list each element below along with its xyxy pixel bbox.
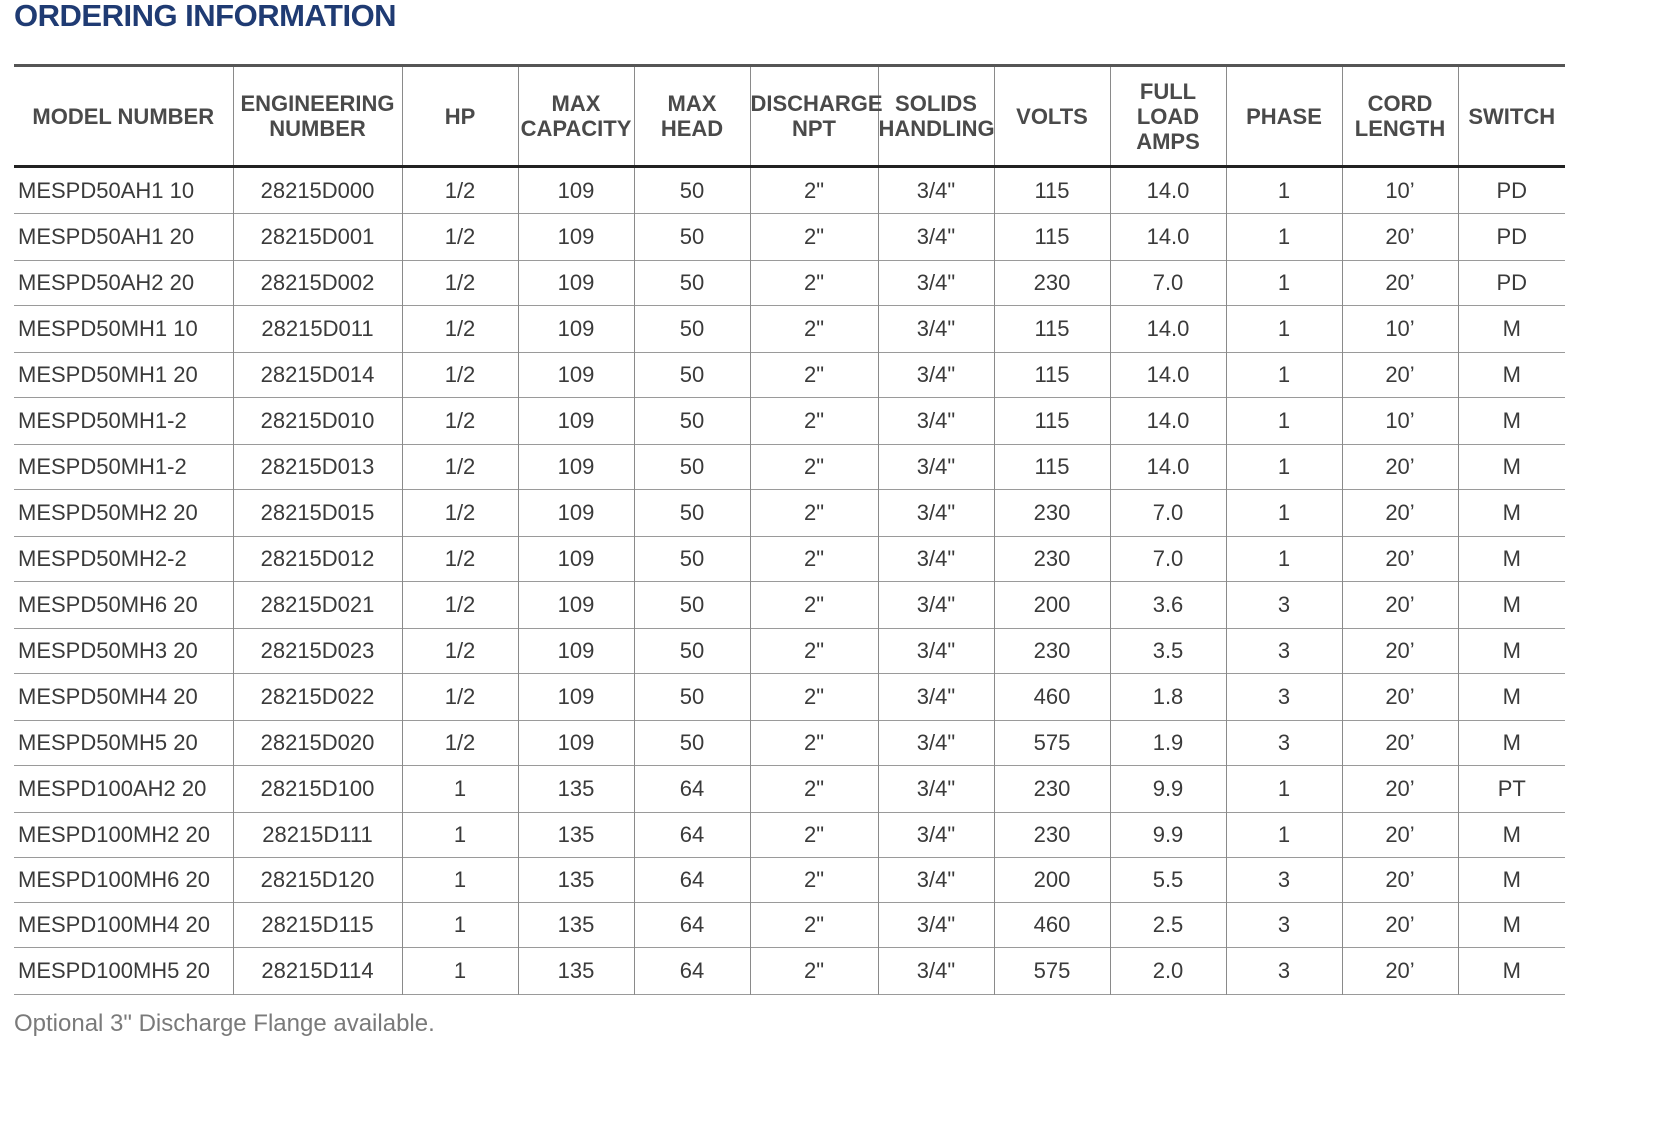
volts-cell: 115 bbox=[994, 353, 1110, 398]
max-head-cell: 64 bbox=[634, 903, 750, 948]
max-head-cell: 50 bbox=[634, 629, 750, 674]
model-number-cell: MESPD50MH2-2 bbox=[18, 546, 187, 571]
switch-cell: PD bbox=[1458, 261, 1565, 306]
engineering-number-cell: 28215D000 bbox=[233, 167, 402, 214]
hp-cell: 1/2 bbox=[402, 721, 518, 766]
phase-cell: 3 bbox=[1226, 948, 1342, 995]
discharge-npt-cell: 2" bbox=[750, 537, 878, 582]
volts-cell: 575 bbox=[994, 721, 1110, 766]
column-header-switch: SWITCH bbox=[1458, 66, 1565, 167]
phase-cell: 1 bbox=[1226, 214, 1342, 261]
model-number-cell: MESPD50MH1 20 bbox=[18, 362, 198, 387]
model-number-cell: MESPD50MH1 10 bbox=[18, 316, 198, 341]
volts-cell: 115 bbox=[994, 214, 1110, 261]
discharge-npt-cell: 2" bbox=[750, 445, 878, 490]
switch-cell: M bbox=[1458, 582, 1565, 629]
max-capacity-cell: 109 bbox=[518, 490, 634, 537]
column-header-phase: PHASE bbox=[1226, 66, 1342, 167]
phase-cell: 1 bbox=[1226, 813, 1342, 858]
hp-cell: 1 bbox=[402, 948, 518, 995]
switch-cell: M bbox=[1458, 398, 1565, 445]
discharge-npt-cell: 2" bbox=[750, 398, 878, 445]
hp-cell: 1 bbox=[402, 813, 518, 858]
volts-cell: 230 bbox=[994, 261, 1110, 306]
max-capacity-cell: 109 bbox=[518, 582, 634, 629]
hp-cell: 1/2 bbox=[402, 398, 518, 445]
engineering-number-cell: 28215D002 bbox=[233, 261, 402, 306]
hp-cell: 1 bbox=[402, 903, 518, 948]
hp-cell: 1 bbox=[402, 766, 518, 813]
solids-handling-cell: 3/4" bbox=[878, 948, 994, 995]
max-head-cell: 50 bbox=[634, 721, 750, 766]
table-row bbox=[14, 582, 1565, 629]
max-capacity-cell: 109 bbox=[518, 214, 634, 261]
switch-cell: PT bbox=[1458, 766, 1565, 813]
max-capacity-cell: 109 bbox=[518, 261, 634, 306]
discharge-npt-cell: 2" bbox=[750, 948, 878, 995]
volts-cell: 230 bbox=[994, 537, 1110, 582]
phase-cell: 1 bbox=[1226, 353, 1342, 398]
max-head-cell: 64 bbox=[634, 858, 750, 903]
volts-cell: 200 bbox=[994, 858, 1110, 903]
full-load-amps-cell: 1.8 bbox=[1110, 674, 1226, 721]
discharge-npt-cell: 2" bbox=[750, 813, 878, 858]
discharge-npt-cell: 2" bbox=[750, 766, 878, 813]
volts-cell: 115 bbox=[994, 398, 1110, 445]
hp-cell: 1/2 bbox=[402, 353, 518, 398]
solids-handling-cell: 3/4" bbox=[878, 674, 994, 721]
cord-length-cell: 10’ bbox=[1342, 306, 1458, 353]
engineering-number-cell: 28215D114 bbox=[233, 948, 402, 995]
table-row bbox=[14, 629, 1565, 674]
cord-length-cell: 20’ bbox=[1342, 261, 1458, 306]
volts-cell: 575 bbox=[994, 948, 1110, 995]
max-capacity-cell: 109 bbox=[518, 353, 634, 398]
phase-cell: 3 bbox=[1226, 903, 1342, 948]
table-row bbox=[14, 167, 1565, 214]
max-capacity-cell: 135 bbox=[518, 766, 634, 813]
switch-cell: M bbox=[1458, 537, 1565, 582]
table-row bbox=[14, 214, 1565, 261]
solids-handling-cell: 3/4" bbox=[878, 858, 994, 903]
solids-handling-cell: 3/4" bbox=[878, 398, 994, 445]
column-header-solids-handling: SOLIDS HANDLING bbox=[878, 66, 994, 167]
cord-length-cell: 20’ bbox=[1342, 903, 1458, 948]
volts-cell: 115 bbox=[994, 445, 1110, 490]
ordering-table bbox=[14, 64, 1565, 995]
table-header bbox=[14, 66, 1565, 167]
table-row bbox=[14, 306, 1565, 353]
discharge-npt-cell: 2" bbox=[750, 261, 878, 306]
cord-length-cell: 20’ bbox=[1342, 537, 1458, 582]
hp-cell: 1/2 bbox=[402, 261, 518, 306]
max-head-cell: 50 bbox=[634, 353, 750, 398]
max-head-cell: 50 bbox=[634, 490, 750, 537]
max-head-cell: 64 bbox=[634, 948, 750, 995]
model-number-cell: MESPD50MH1-2 bbox=[18, 454, 187, 479]
phase-cell: 1 bbox=[1226, 398, 1342, 445]
model-number-cell: MESPD50AH2 20 bbox=[18, 270, 195, 295]
engineering-number-cell: 28215D111 bbox=[233, 813, 402, 858]
engineering-number-cell: 28215D021 bbox=[233, 582, 402, 629]
cord-length-cell: 20’ bbox=[1342, 721, 1458, 766]
table-row bbox=[14, 948, 1565, 995]
engineering-number-cell: 28215D022 bbox=[233, 674, 402, 721]
solids-handling-cell: 3/4" bbox=[878, 306, 994, 353]
max-head-cell: 50 bbox=[634, 167, 750, 214]
max-head-cell: 50 bbox=[634, 582, 750, 629]
model-number-cell: MESPD50MH5 20 bbox=[18, 730, 198, 755]
phase-cell: 1 bbox=[1226, 490, 1342, 537]
hp-cell: 1/2 bbox=[402, 537, 518, 582]
max-capacity-cell: 109 bbox=[518, 445, 634, 490]
switch-cell: M bbox=[1458, 813, 1565, 858]
column-header-model-number: MODEL NUMBER bbox=[32, 103, 215, 129]
table-row bbox=[14, 858, 1565, 903]
table-row bbox=[14, 445, 1565, 490]
max-capacity-cell: 109 bbox=[518, 167, 634, 214]
hp-cell: 1/2 bbox=[402, 214, 518, 261]
cord-length-cell: 20’ bbox=[1342, 858, 1458, 903]
cord-length-cell: 20’ bbox=[1342, 813, 1458, 858]
engineering-number-cell: 28215D115 bbox=[233, 903, 402, 948]
max-head-cell: 50 bbox=[634, 674, 750, 721]
page-title: ORDERING INFORMATION bbox=[14, 0, 397, 33]
max-capacity-cell: 109 bbox=[518, 629, 634, 674]
cord-length-cell: 20’ bbox=[1342, 766, 1458, 813]
volts-cell: 115 bbox=[994, 306, 1110, 353]
switch-cell: M bbox=[1458, 490, 1565, 537]
phase-cell: 3 bbox=[1226, 629, 1342, 674]
solids-handling-cell: 3/4" bbox=[878, 721, 994, 766]
discharge-npt-cell: 2" bbox=[750, 306, 878, 353]
table-row bbox=[14, 398, 1565, 445]
full-load-amps-cell: 14.0 bbox=[1110, 445, 1226, 490]
switch-cell: M bbox=[1458, 353, 1565, 398]
max-head-cell: 50 bbox=[634, 537, 750, 582]
table-row bbox=[14, 721, 1565, 766]
phase-cell: 3 bbox=[1226, 858, 1342, 903]
volts-cell: 230 bbox=[994, 766, 1110, 813]
volts-cell: 460 bbox=[994, 674, 1110, 721]
discharge-npt-cell: 2" bbox=[750, 490, 878, 537]
hp-cell: 1/2 bbox=[402, 629, 518, 674]
phase-cell: 1 bbox=[1226, 261, 1342, 306]
model-number-cell: MESPD50AH1 20 bbox=[18, 224, 195, 249]
cord-length-cell: 20’ bbox=[1342, 214, 1458, 261]
phase-cell: 1 bbox=[1226, 766, 1342, 813]
full-load-amps-cell: 9.9 bbox=[1110, 766, 1226, 813]
discharge-npt-cell: 2" bbox=[750, 674, 878, 721]
max-head-cell: 50 bbox=[634, 214, 750, 261]
max-capacity-cell: 135 bbox=[518, 813, 634, 858]
max-head-cell: 64 bbox=[634, 766, 750, 813]
model-number-cell: MESPD50MH3 20 bbox=[18, 638, 198, 663]
hp-cell: 1 bbox=[402, 858, 518, 903]
hp-cell: 1/2 bbox=[402, 490, 518, 537]
hp-cell: 1/2 bbox=[402, 445, 518, 490]
max-capacity-cell: 109 bbox=[518, 674, 634, 721]
full-load-amps-cell: 14.0 bbox=[1110, 398, 1226, 445]
model-number-cell: MESPD50MH6 20 bbox=[18, 592, 198, 617]
discharge-npt-cell: 2" bbox=[750, 858, 878, 903]
switch-cell: M bbox=[1458, 721, 1565, 766]
cord-length-cell: 20’ bbox=[1342, 582, 1458, 629]
table-row bbox=[14, 261, 1565, 306]
full-load-amps-cell: 7.0 bbox=[1110, 490, 1226, 537]
model-number-cell: MESPD100MH6 20 bbox=[18, 867, 210, 892]
volts-cell: 230 bbox=[994, 813, 1110, 858]
discharge-npt-cell: 2" bbox=[750, 214, 878, 261]
cord-length-cell: 20’ bbox=[1342, 948, 1458, 995]
model-number-cell: MESPD50MH2 20 bbox=[18, 500, 198, 525]
engineering-number-cell: 28215D011 bbox=[233, 306, 402, 353]
full-load-amps-cell: 7.0 bbox=[1110, 537, 1226, 582]
engineering-number-cell: 28215D010 bbox=[233, 398, 402, 445]
model-number-cell: MESPD100MH5 20 bbox=[18, 958, 210, 983]
solids-handling-cell: 3/4" bbox=[878, 537, 994, 582]
max-head-cell: 50 bbox=[634, 445, 750, 490]
solids-handling-cell: 3/4" bbox=[878, 214, 994, 261]
full-load-amps-cell: 14.0 bbox=[1110, 167, 1226, 214]
column-header-hp: HP bbox=[402, 66, 518, 167]
full-load-amps-cell: 2.5 bbox=[1110, 903, 1226, 948]
table-row bbox=[14, 813, 1565, 858]
switch-cell: PD bbox=[1458, 167, 1565, 214]
full-load-amps-cell: 3.6 bbox=[1110, 582, 1226, 629]
volts-cell: 230 bbox=[994, 629, 1110, 674]
engineering-number-cell: 28215D001 bbox=[233, 214, 402, 261]
max-capacity-cell: 109 bbox=[518, 306, 634, 353]
full-load-amps-cell: 14.0 bbox=[1110, 353, 1226, 398]
max-capacity-cell: 109 bbox=[518, 721, 634, 766]
phase-cell: 1 bbox=[1226, 445, 1342, 490]
column-header-max-head: MAX HEAD bbox=[634, 66, 750, 167]
column-header-full-load-amps: FULL LOAD AMPS bbox=[1110, 66, 1226, 167]
phase-cell: 3 bbox=[1226, 582, 1342, 629]
solids-handling-cell: 3/4" bbox=[878, 490, 994, 537]
solids-handling-cell: 3/4" bbox=[878, 813, 994, 858]
table-body bbox=[14, 167, 1565, 995]
switch-cell: M bbox=[1458, 306, 1565, 353]
phase-cell: 3 bbox=[1226, 721, 1342, 766]
model-number-cell: MESPD100AH2 20 bbox=[18, 776, 207, 801]
cord-length-cell: 20’ bbox=[1342, 674, 1458, 721]
switch-cell: M bbox=[1458, 948, 1565, 995]
solids-handling-cell: 3/4" bbox=[878, 766, 994, 813]
solids-handling-cell: 3/4" bbox=[878, 903, 994, 948]
full-load-amps-cell: 14.0 bbox=[1110, 214, 1226, 261]
phase-cell: 3 bbox=[1226, 674, 1342, 721]
footnote: Optional 3" Discharge Flange available. bbox=[14, 1010, 435, 1037]
solids-handling-cell: 3/4" bbox=[878, 629, 994, 674]
solids-handling-cell: 3/4" bbox=[878, 582, 994, 629]
cord-length-cell: 20’ bbox=[1342, 490, 1458, 537]
solids-handling-cell: 3/4" bbox=[878, 167, 994, 214]
table-row bbox=[14, 766, 1565, 813]
phase-cell: 1 bbox=[1226, 167, 1342, 214]
column-header-max-capacity: MAX CAPACITY bbox=[518, 66, 634, 167]
max-head-cell: 50 bbox=[634, 261, 750, 306]
volts-cell: 115 bbox=[994, 167, 1110, 214]
model-number-cell: MESPD100MH2 20 bbox=[18, 822, 210, 847]
engineering-number-cell: 28215D013 bbox=[233, 445, 402, 490]
max-capacity-cell: 135 bbox=[518, 903, 634, 948]
model-number-cell: MESPD100MH4 20 bbox=[18, 912, 210, 937]
column-header-engineering-number: ENGINEERING NUMBER bbox=[233, 66, 402, 167]
engineering-number-cell: 28215D012 bbox=[233, 537, 402, 582]
discharge-npt-cell: 2" bbox=[750, 629, 878, 674]
column-header-discharge-npt: DISCHARGE NPT bbox=[750, 66, 878, 167]
hp-cell: 1/2 bbox=[402, 674, 518, 721]
max-head-cell: 50 bbox=[634, 306, 750, 353]
model-number-cell: MESPD50MH1-2 bbox=[18, 408, 187, 433]
phase-cell: 1 bbox=[1226, 306, 1342, 353]
cord-length-cell: 20’ bbox=[1342, 353, 1458, 398]
volts-cell: 200 bbox=[994, 582, 1110, 629]
cord-length-cell: 10’ bbox=[1342, 398, 1458, 445]
header-row bbox=[14, 66, 1565, 167]
cord-length-cell: 20’ bbox=[1342, 629, 1458, 674]
hp-cell: 1/2 bbox=[402, 582, 518, 629]
model-number-cell: MESPD50MH4 20 bbox=[18, 684, 198, 709]
hp-cell: 1/2 bbox=[402, 167, 518, 214]
solids-handling-cell: 3/4" bbox=[878, 353, 994, 398]
volts-cell: 230 bbox=[994, 490, 1110, 537]
switch-cell: M bbox=[1458, 674, 1565, 721]
max-capacity-cell: 109 bbox=[518, 398, 634, 445]
phase-cell: 1 bbox=[1226, 537, 1342, 582]
table-row bbox=[14, 903, 1565, 948]
table-row bbox=[14, 537, 1565, 582]
discharge-npt-cell: 2" bbox=[750, 721, 878, 766]
full-load-amps-cell: 14.0 bbox=[1110, 306, 1226, 353]
model-number-cell: MESPD50AH1 10 bbox=[18, 177, 195, 203]
engineering-number-cell: 28215D015 bbox=[233, 490, 402, 537]
discharge-npt-cell: 2" bbox=[750, 582, 878, 629]
engineering-number-cell: 28215D100 bbox=[233, 766, 402, 813]
max-head-cell: 64 bbox=[634, 813, 750, 858]
switch-cell: M bbox=[1458, 629, 1565, 674]
max-capacity-cell: 109 bbox=[518, 537, 634, 582]
column-header-volts: VOLTS bbox=[994, 66, 1110, 167]
max-head-cell: 50 bbox=[634, 398, 750, 445]
max-capacity-cell: 135 bbox=[518, 858, 634, 903]
full-load-amps-cell: 1.9 bbox=[1110, 721, 1226, 766]
cord-length-cell: 10’ bbox=[1342, 167, 1458, 214]
switch-cell: PD bbox=[1458, 214, 1565, 261]
switch-cell: M bbox=[1458, 858, 1565, 903]
solids-handling-cell: 3/4" bbox=[878, 445, 994, 490]
engineering-number-cell: 28215D014 bbox=[233, 353, 402, 398]
full-load-amps-cell: 5.5 bbox=[1110, 858, 1226, 903]
solids-handling-cell: 3/4" bbox=[878, 261, 994, 306]
engineering-number-cell: 28215D020 bbox=[233, 721, 402, 766]
discharge-npt-cell: 2" bbox=[750, 903, 878, 948]
engineering-number-cell: 28215D023 bbox=[233, 629, 402, 674]
discharge-npt-cell: 2" bbox=[750, 353, 878, 398]
table-row bbox=[14, 353, 1565, 398]
cord-length-cell: 20’ bbox=[1342, 445, 1458, 490]
discharge-npt-cell: 2" bbox=[750, 167, 878, 214]
column-header-cord-length: CORD LENGTH bbox=[1342, 66, 1458, 167]
switch-cell: M bbox=[1458, 445, 1565, 490]
hp-cell: 1/2 bbox=[402, 306, 518, 353]
volts-cell: 460 bbox=[994, 903, 1110, 948]
table-row bbox=[14, 490, 1565, 537]
full-load-amps-cell: 9.9 bbox=[1110, 813, 1226, 858]
engineering-number-cell: 28215D120 bbox=[233, 858, 402, 903]
table-row bbox=[14, 674, 1565, 721]
full-load-amps-cell: 3.5 bbox=[1110, 629, 1226, 674]
full-load-amps-cell: 2.0 bbox=[1110, 948, 1226, 995]
max-capacity-cell: 135 bbox=[518, 948, 634, 995]
switch-cell: M bbox=[1458, 903, 1565, 948]
full-load-amps-cell: 7.0 bbox=[1110, 261, 1226, 306]
